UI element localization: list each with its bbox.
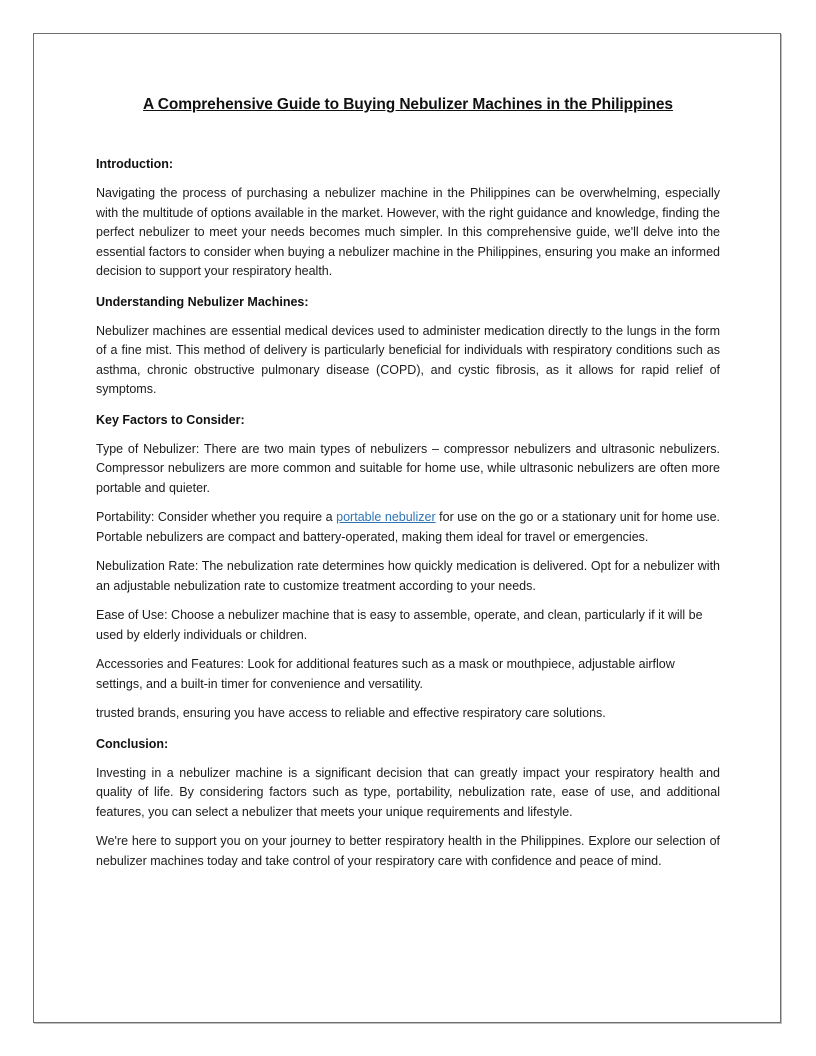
portability-text-after: for use on the go or a stationary unit for home use. Portable nebulizers are compact and battery-operated, making them ideal for travel or emergencies.: [96, 510, 720, 544]
ease-of-use-paragraph: Ease of Use: Choose a nebulizer machine that is easy to assemble, operate, and clean, particularly if it will be used by elderly individuals or children.: [96, 608, 703, 642]
portable-nebulizer-link[interactable]: portable nebulizer: [336, 510, 436, 524]
understanding-heading: Understanding Nebulizer Machines:: [96, 294, 309, 309]
introduction-section: [96, 154, 720, 282]
introduction-heading: Introduction:: [96, 157, 174, 171]
conclusion-paragraph: Investing in a nebulizer machine is a significant decision that can greatly impact your respiratory health and quality of life. By considering factors such as type, portability, nebulization rate, ease of use, and additional features, you can select a nebulizer that meets your unique requirements and lifestyle.: [96, 765, 720, 819]
closing-paragraph: We're here to support you on your journey to better respiratory health in the Philippines. Explore our selection of nebulizer machines today and take control of your respiratory care with confidence and peace of mind.: [96, 834, 720, 868]
type-of-nebulizer-paragraph: Type of Nebulizer: There are two main types of nebulizers – compressor nebulizers and ultrasonic nebulizers. Compressor nebulizers are more common and suitable for home use, while ultrasonic nebulizers are often more portable and quieter.: [96, 441, 720, 495]
portability-text-before: Portability: Consider whether you require a: [96, 510, 337, 524]
introduction-paragraph: Navigating the process of purchasing a nebulizer machine in the Philippines can be overwhelming, especially with the multitude of options available in the market. However, with the right guidance and knowledge, finding the perfect nebulizer to meet your needs becomes much simpler. In this comprehensive guide, we'll delve into the essential factors to consider when buying a nebulizer machine in the Philippines, ensuring you make an informed decision to support your respiratory health.: [96, 186, 720, 278]
nebulization-rate-paragraph: Nebulization Rate: The nebulization rate determines how quickly medication is delivered. Opt for a nebulizer with an adjustable nebulization rate to customize treatment according to your needs.: [96, 559, 720, 593]
document-title: A Comprehensive Guide to Buying Nebulizer Machines in the Philippines: [143, 96, 673, 113]
key-factors-heading: Key Factors to Consider:: [96, 412, 245, 427]
document-body: [96, 96, 720, 871]
portability-paragraph: [96, 508, 720, 547]
trusted-brands-paragraph: trusted brands, ensuring you have access to reliable and effective respiratory care solutions.: [96, 706, 606, 720]
understanding-section: [96, 292, 720, 400]
understanding-paragraph: Nebulizer machines are essential medical devices used to administer medication directly to the lungs in the form of a fine mist. This method of delivery is particularly beneficial for individuals with respiratory conditions such as asthma, chronic obstructive pulmonary disease (COPD), and cystic fibrosis, as it allows for rapid relief of symptoms.: [96, 323, 720, 396]
accessories-paragraph: Accessories and Features: Look for additional features such as a mask or mouthpiece, adjustable airflow settings, and a built-in timer for convenience and versatility.: [96, 657, 675, 691]
key-factors-section: [96, 410, 720, 724]
conclusion-section: [96, 734, 720, 872]
conclusion-heading: Conclusion:: [96, 736, 169, 751]
